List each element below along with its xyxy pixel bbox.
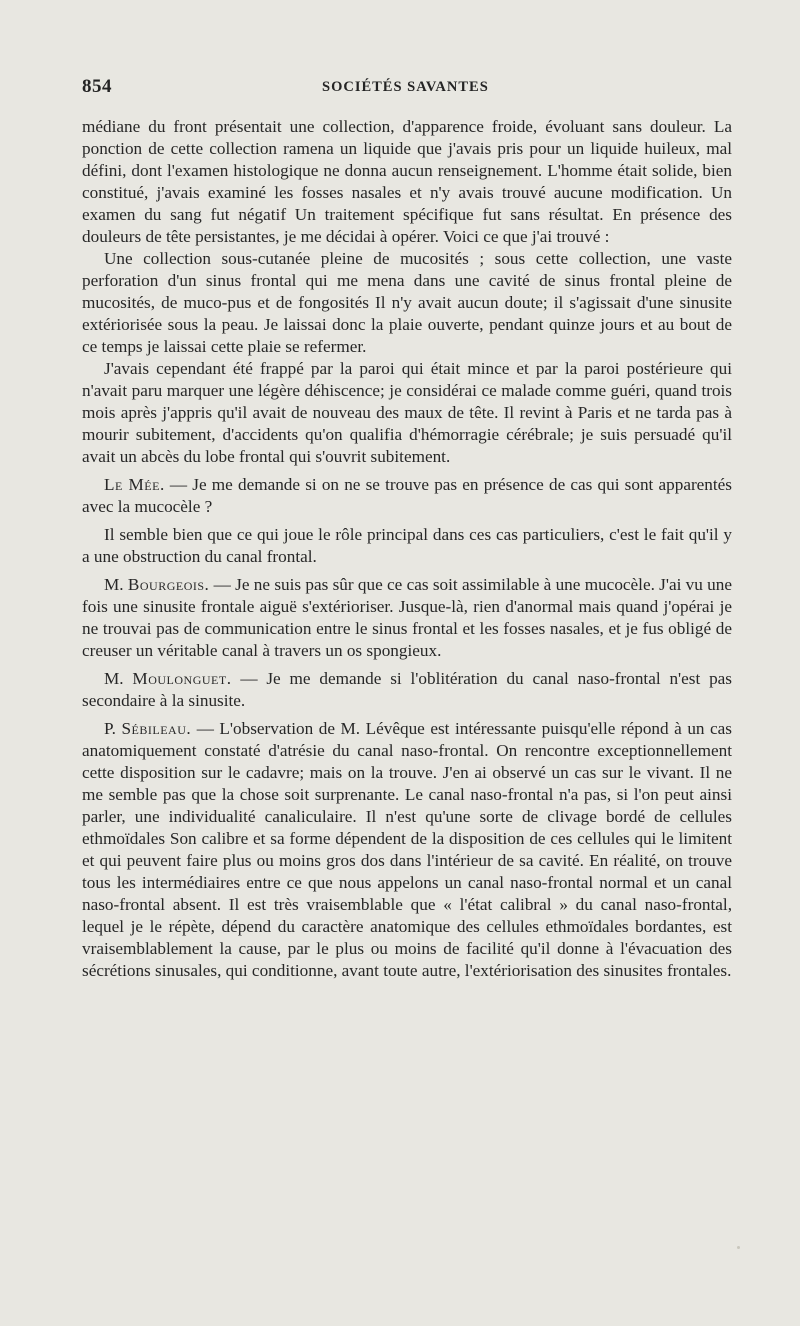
speaker-prefix: M. [104, 575, 128, 594]
paragraph-7-text: — Je me demande si l'oblitération du canal naso-frontal n'est pas secondaire à la sinusite. [82, 669, 732, 710]
speaker-name: Bourgeois. [127, 575, 210, 594]
paragraph-6 [82, 574, 732, 662]
paragraph-1: médiane du front présentait une collection, d'apparence froide, évoluant sans douleur. La ponction de cette collection ramena un liquide que j'avais pris pour un liquide huileux, mal défini, dont l'examen histologique ne donna aucun renseignement. L'homme était solide, bien constitué, j'avais examiné les fosses nasales et n'y avais trouvé aucune modification. Un examen du sang fut négatif Un traitement spécifique fut sans résultat. En présence des douleurs de tête persistantes, je me décidai à opérer. Voici ce que j'ai trouvé : [82, 117, 732, 246]
paragraph-6-text: — Je ne suis pas sûr que ce cas soit assimilable à une mucocèle. J'ai vu une fois une sinusite frontale aiguë s'extérioriser. Jusque-là, rien d'anormal mais quand j'opérai je ne trouvai pas de communication entre le sinus frontal et les fosses nasales, et je fus obligé de creuser un véritable canal à travers un os spongieux. [82, 575, 732, 660]
speaker-prefix: P. [104, 719, 122, 738]
paragraph-5: Il semble bien que ce qui joue le rôle principal dans ces cas particuliers, c'est le fait qu'il y a une obstruction du canal frontal. [82, 525, 732, 566]
paper-speck [737, 1246, 740, 1249]
paragraph-3: J'avais cependant été frappé par la paroi qui était mince et par la paroi postérieure qui n'avait paru marquer une légère déhiscence; je considérai ce malade comme guéri, quand trois mois après j'appris qu'il avait de nouveau des maux de tête. Il revint à Paris et ne tarda pas à mourir subitement, d'accidents qu'on qualifia d'hémorragie cérébrale; je suis persuadé qu'il avait un abcès du lobe frontal qui s'ouvrit subitement. [82, 359, 732, 466]
body-text [82, 116, 732, 982]
page-number: 854 [82, 76, 112, 97]
paragraph-8 [82, 718, 732, 982]
speaker-name: Sébileau. [121, 719, 192, 738]
speaker-name: Moulonguet. [132, 669, 232, 688]
paragraph-4 [82, 474, 732, 518]
speaker-prefix: M. [104, 669, 133, 688]
paragraph-8-text: — L'observation de M. Lévêque est intéressante puisqu'elle répond à un cas anatomiquement constaté d'atrésie du canal naso-frontal. On rencontre exceptionnellement cette disposition sur le cadavre; mais on la trouve. J'en ai observé un cas sur le vivant. Il ne me semble pas que la chose soit surprenante. Le canal naso-frontal n'a pas, si l'on peut ainsi parler, une individualité canaliculaire. Il n'est qu'une sorte de clivage bordé de cellules ethmoïdales Son calibre et sa forme dépendent de la disposition de ces cellules qui le limitent et qui peuvent faire plus ou moins gros dos dans l'intérieur de sa cavité. En réalité, on trouve tous les intermédiaires entre ce que nous appelons un canal naso-frontal normal et un canal naso-frontal absent. Il est très vraisemblable que « l'état calibral » du canal naso-frontal, lequel je le répète, dépend du caractère anatomique des cellules ethmoïdales bordantes, est vraisemblablement la cause, par le plus ou moins de facilité qu'il donne à l'évacuation des sécrétions sinusales, qui conditionne, avant toute autre, l'extériorisation des sinusites frontales. [82, 719, 732, 980]
speaker-name: Le Mée. [104, 475, 165, 494]
paragraph-7 [82, 668, 732, 712]
page-header [82, 76, 732, 100]
running-head: SOCIÉTÉS SAVANTES [322, 79, 489, 95]
paragraph-2: Une collection sous-cutanée pleine de mucosités ; sous cette collection, une vaste perforation d'un sinus frontal qui me mena dans une cavité de sinus frontal pleine de mucosités, de muco-pus et de fongosités Il n'y avait aucun doute; il s'agissait d'une sinusite extériorisée sous la peau. Je laissai donc la plaie ouverte, pendant quinze jours et au bout de ce temps je laissai cette plaie se refermer. [82, 249, 732, 356]
paragraph-4-text: — Je me demande si on ne se trouve pas en présence de cas qui sont apparentés avec la mucocèle ? [82, 475, 732, 516]
